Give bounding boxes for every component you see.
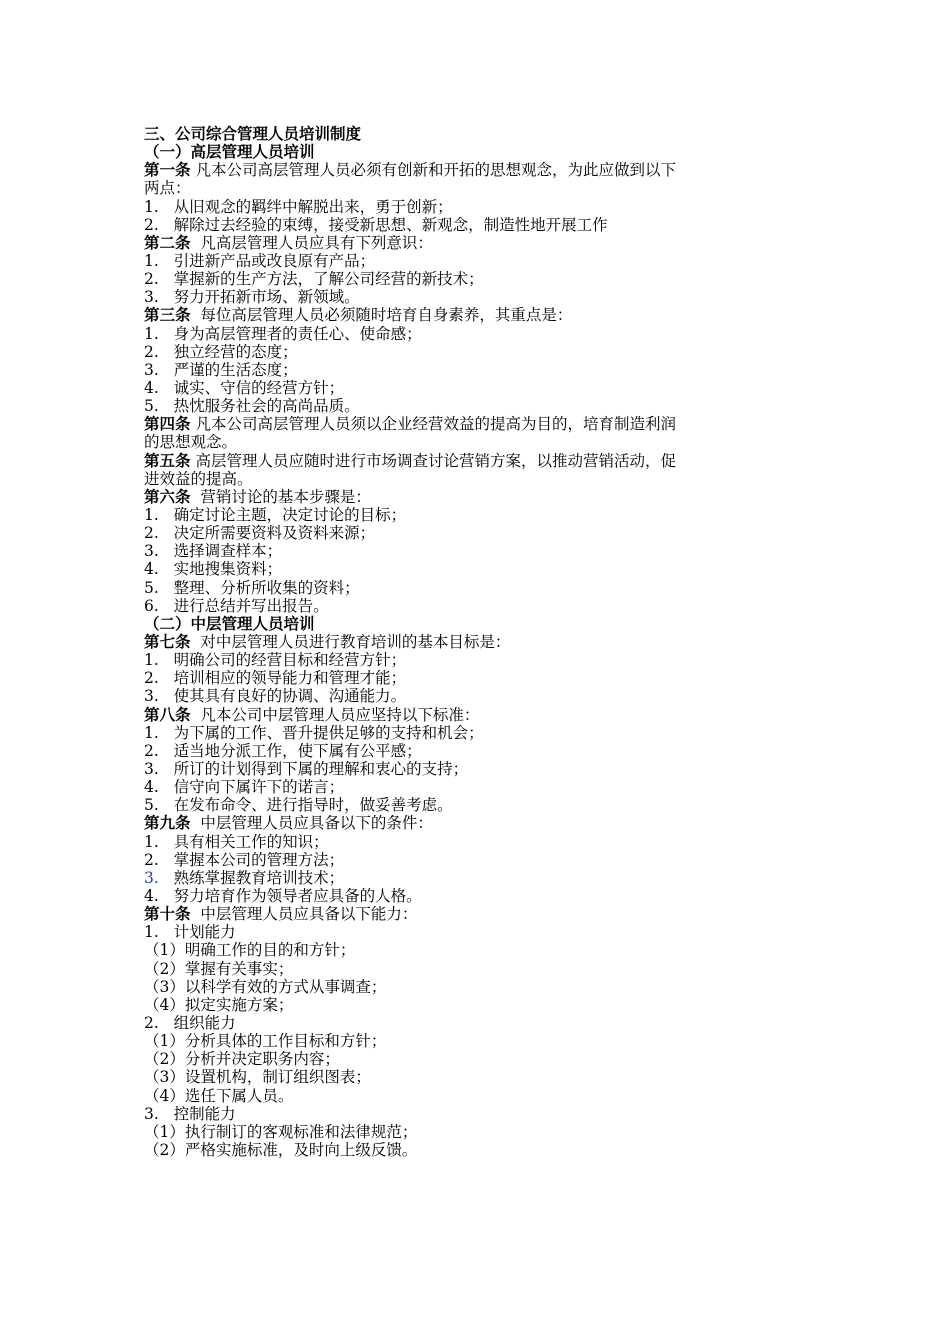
list-item: 3. 选择调查样本； [144, 542, 283, 561]
list-item: （4）拟定实施方案； [144, 995, 294, 1014]
list-item: （3）以科学有效的方式从事调查； [144, 977, 387, 996]
list-item: 6. 进行总结并写出报告。 [144, 596, 329, 615]
list-item: （2）严格实施标准，及时向上级反馈。 [144, 1140, 418, 1159]
section-heading-middle: （二）中层管理人员培训 [144, 614, 315, 633]
list-item: 5. 热忱服务社会的高尚品质。 [144, 397, 360, 416]
list-item: （1）分析具体的工作目标和方针； [144, 1032, 387, 1051]
article-text: 每位高层管理人员必须随时培育自身素养，其重点是： [190, 306, 573, 325]
list-item: 4. 诚实、守信的经营方针； [144, 379, 345, 397]
article-text: 凡本公司中层管理人员应坚持以下标准： [190, 705, 480, 724]
article-text: 中层管理人员应具备以下能力： [190, 905, 418, 924]
article-text: 凡本公司高层管理人员必须有创新和开拓的思想观念，为此应做到以下 [190, 161, 676, 180]
document-page [144, 125, 806, 1159]
list-item: 2. 适当地分派工作，使下属有公平感； [144, 741, 422, 760]
article-1 [144, 161, 806, 197]
article-2 [144, 234, 806, 252]
article-label: 第二条 [144, 233, 191, 252]
ability-group-title: 2. 组织能力 [144, 1013, 236, 1032]
article-label: 第三条 [144, 306, 191, 325]
list-item: 2. 独立经营的态度； [144, 342, 298, 361]
list-item: （4）选任下属人员。 [144, 1086, 294, 1105]
article-label: 第十条 [144, 905, 191, 924]
article-8 [144, 706, 806, 724]
list-item: 1. 明确公司的经营目标和经营方针； [144, 651, 407, 670]
article-text: 对中层管理人员进行教育培训的基本目标是： [190, 633, 511, 652]
list-item-text: 熟练掌握教育培训技术； [158, 868, 345, 887]
list-item: 1. 为下属的工作、晋升提供足够的支持和机会； [144, 723, 484, 742]
list-item: 4. 努力培育作为领导者应具备的人格。 [144, 887, 422, 905]
list-item: （2）掌握有关事实； [144, 959, 294, 978]
list-item: 3. 严谨的生活态度； [144, 360, 298, 379]
article-text: 凡高层管理人员应具有下列意识： [190, 233, 433, 252]
list-item: 2. 掌握新的生产方法，了解公司经营的新技术； [144, 270, 484, 289]
list-item: 2. 掌握本公司的管理方法； [144, 850, 345, 869]
article-label: 第四条 [144, 415, 191, 434]
article-label: 第八条 [144, 705, 191, 724]
article-7 [144, 633, 806, 651]
list-item: （1）明确工作的目的和方针； [144, 941, 356, 960]
article-text-continued: 进效益的提高。 [144, 469, 253, 488]
list-item: 3. 所订的计划得到下属的理解和衷心的支持； [144, 760, 469, 779]
list-item: 1. 身为高层管理者的责任心、使命感； [144, 324, 422, 343]
article-label: 第六条 [144, 487, 191, 506]
article-text-continued: 的思想观念。 [144, 433, 238, 452]
article-text: 中层管理人员应具备以下的条件： [190, 814, 433, 833]
ability-group-title: 1. 计划能力 [144, 923, 236, 942]
list-item: 3. 努力开拓新市场、新领域。 [144, 288, 360, 307]
list-item: 2. 解除过去经验的束缚，接受新思想、新观念，制造性地开展工作 [144, 215, 608, 234]
article-text-continued: 两点： [144, 179, 191, 198]
list-item: 1. 引进新产品或改良原有产品； [144, 252, 376, 271]
article-label: 第九条 [144, 814, 191, 833]
list-item: 2. 决定所需要资料及资料来源； [144, 524, 376, 543]
list-item: （2）分析并决定职务内容； [144, 1050, 340, 1069]
list-number: 3. [144, 868, 159, 887]
list-item: （3）设置机构，制订组织图表； [144, 1068, 371, 1087]
article-text: 凡本公司高层管理人员须以企业经营效益的提高为目的，培育制造利润 [190, 415, 676, 434]
list-item: 5. 在发布命令、进行指导时，做妥善考虑。 [144, 796, 453, 815]
article-4 [144, 415, 806, 451]
article-9 [144, 814, 806, 832]
article-label: 第一条 [144, 161, 191, 180]
document-title: 三、公司综合管理人员培训制度 [144, 125, 362, 143]
list-item: 3. 使其具有良好的协调、沟通能力。 [144, 687, 407, 706]
list-item: 4. 信守向下属许下的诺言； [144, 778, 345, 797]
list-item: 1. 从旧观念的羁绊中解脱出来，勇于创新； [144, 197, 453, 216]
article-6 [144, 488, 806, 506]
article-text: 高层管理人员应随时进行市场调查讨论营销方案，以推动营销活动，促 [190, 451, 676, 470]
list-item: 5. 整理、分析所收集的资料； [144, 578, 360, 597]
section-heading-senior: （一）高层管理人员培训 [144, 143, 315, 162]
article-10 [144, 905, 806, 923]
list-item: （1）执行制订的客观标准和法律规范； [144, 1122, 418, 1141]
article-label: 第七条 [144, 633, 191, 652]
article-text: 营销讨论的基本步骤是： [190, 487, 371, 506]
list-item: 1. 具有相关工作的知识； [144, 832, 329, 851]
list-item [144, 869, 806, 887]
ability-group-title: 3. 控制能力 [144, 1104, 236, 1123]
list-item: 4. 实地搜集资料； [144, 560, 283, 579]
article-label: 第五条 [144, 451, 191, 470]
article-5 [144, 452, 806, 488]
list-item: 1. 确定讨论主题，决定讨论的目标； [144, 506, 407, 525]
list-item: 2. 培训相应的领导能力和管理才能； [144, 669, 407, 688]
article-3 [144, 306, 806, 324]
